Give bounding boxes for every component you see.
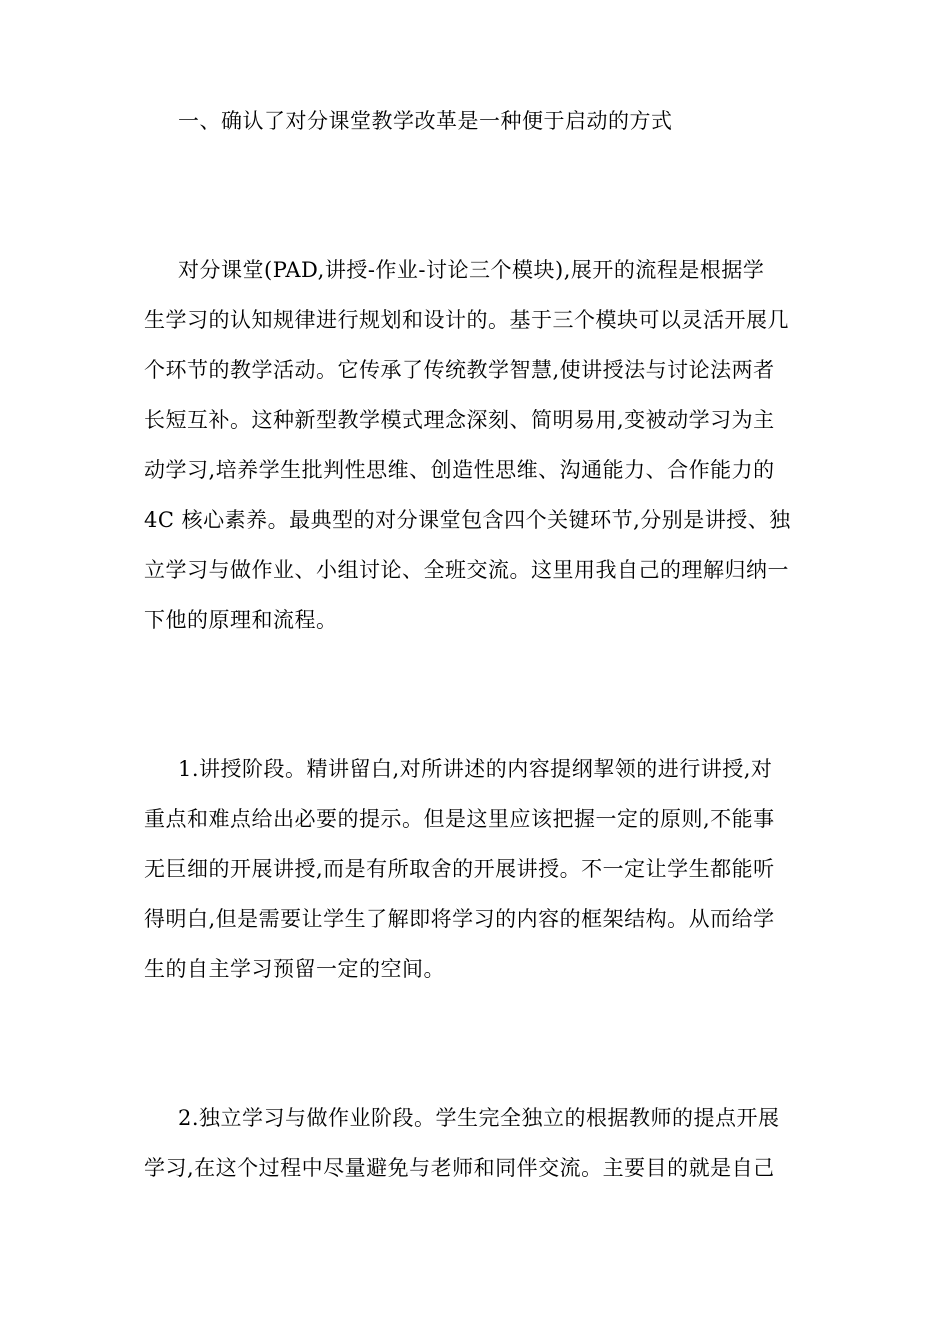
paragraph-line: 得明白,但是需要让学生了解即将学习的内容的框架结构。从而给学	[144, 907, 775, 931]
paragraph-line: 立学习与做作业、小组讨论、全班交流。这里用我自己的理解归纳一	[144, 558, 789, 582]
section-heading: 一、确认了对分课堂教学改革是一种便于启动的方式	[178, 109, 673, 133]
paragraph-line: 个环节的教学活动。它传承了传统教学智慧,使讲授法与讨论法两者	[144, 358, 775, 382]
paragraph-line: 1.讲授阶段。精讲留白,对所讲述的内容提纲挈领的进行讲授,对	[178, 757, 773, 781]
paragraph-line: 重点和难点给出必要的提示。但是这里应该把握一定的原则,不能事	[144, 807, 775, 831]
paragraph-line: 4C 核心素养。最典型的对分课堂包含四个关键环节,分别是讲授、独	[144, 508, 791, 532]
paragraph-line: 对分课堂(PAD,讲授-作业-讨论三个模块),展开的流程是根据学	[178, 258, 765, 282]
paragraph-line: 2.独立学习与做作业阶段。学生完全独立的根据教师的提点开展	[178, 1106, 780, 1130]
paragraph-line: 学习,在这个过程中尽量避免与老师和同伴交流。主要目的就是自己	[144, 1156, 775, 1180]
paragraph-line: 长短互补。这种新型教学模式理念深刻、简明易用,变被动学习为主	[144, 408, 775, 432]
paragraph-line: 下他的原理和流程。	[144, 608, 338, 632]
paragraph-line: 动学习,培养学生批判性思维、创造性思维、沟通能力、合作能力的	[144, 458, 775, 482]
paragraph-line: 生的自主学习预留一定的空间。	[144, 957, 445, 981]
paragraph-line: 生学习的认知规律进行规划和设计的。基于三个模块可以灵活开展几	[144, 308, 789, 332]
paragraph-line: 无巨细的开展讲授,而是有所取舍的开展讲授。不一定让学生都能听	[144, 857, 775, 881]
